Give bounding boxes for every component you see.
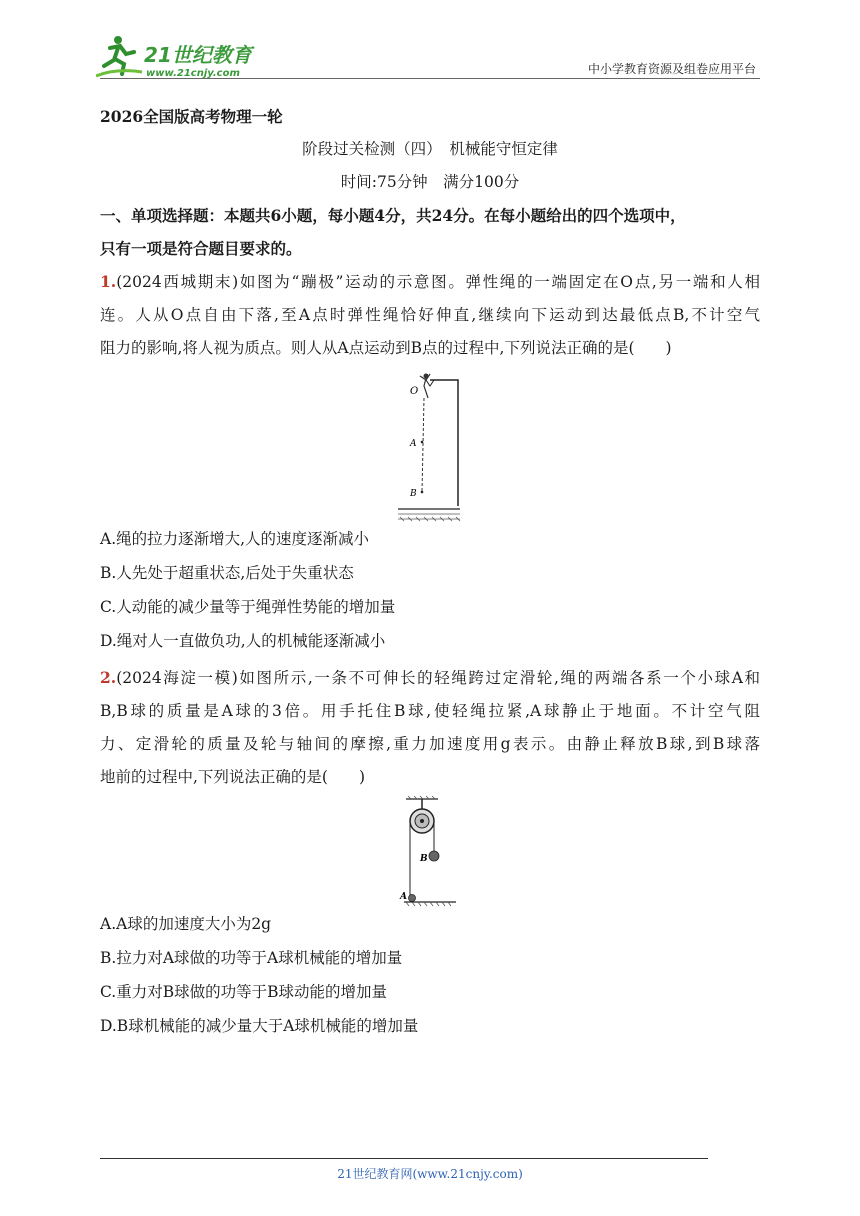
- footer-link[interactable]: 21世纪教育网(www.21cnjy.com): [337, 1167, 523, 1181]
- q1-number: 1.: [100, 272, 117, 291]
- label-a: A: [400, 892, 407, 902]
- platform-name: 中小学教育资源及组卷应用平台: [587, 62, 756, 76]
- q2-line: 地前的过程中,下列说法正确的是( ): [100, 768, 366, 786]
- svg-text:21世纪教育: 21世纪教育: [144, 43, 252, 67]
- section-heading-line1: 一、单项选择题：本题共6小题，每小题4分，共24分。在每小题给出的四个选项中，: [100, 206, 686, 225]
- bungee-figure: [396, 368, 466, 528]
- q1-option-b: B.人先处于超重状态,后处于失重状态: [100, 564, 354, 582]
- question-1: [100, 265, 760, 365]
- label-b: B: [410, 489, 417, 499]
- q2-line: 力、定滑轮的质量及轮与轴间的摩擦,重力加速度用g表示。由静止释放B球,到B球落: [100, 735, 760, 753]
- q2-option-d: D.B球机械能的减少量大于A球机械能的增加量: [100, 1017, 419, 1035]
- q1-line: 阻力的影响,将人视为质点。则人从A点运动到B点的过程中,下列说法正确的是( ): [100, 339, 672, 357]
- label-a: A: [410, 439, 417, 449]
- pulley-figure: [398, 795, 460, 907]
- q1-line: 连。人从O点自由下落,至A点时弹性绳恰好伸直,继续向下运动到达最低点B,不计空气: [100, 306, 760, 324]
- q1-option-c: C.人动能的减少量等于绳弹性势能的增加量: [100, 598, 396, 616]
- q2-option-a: A.A球的加速度大小为2g: [100, 915, 272, 933]
- document-body: [100, 100, 760, 265]
- q1-line: 1.(2024西城期末)如图为“蹦极”运动的示意图。弹性绳的一端固定在O点,另一端和人相: [100, 272, 760, 291]
- exam-meta: 时间:75分钟 满分100分: [340, 173, 520, 191]
- q1-option-a: A.绳的拉力逐渐增大,人的速度逐渐减小: [100, 530, 370, 548]
- series-title: 2026全国版高考物理一轮: [100, 107, 283, 126]
- q2-line: 2.(2024海淀一模)如图所示,一条不可伸长的轻绳跨过定滑轮,绳的两端各系一个小球A和: [100, 668, 760, 687]
- q2-number: 2.: [100, 668, 117, 687]
- question-2: [100, 661, 760, 794]
- footer-divider: [100, 1158, 708, 1159]
- q2-line: B,B球的质量是A球的3倍。用手托住B球,使轻绳拉紧,A球静止于地面。不计空气阻: [100, 702, 760, 720]
- q1-option-d: D.绳对人一直做负功,人的机械能逐渐减小: [100, 632, 386, 650]
- label-o: O: [410, 386, 419, 397]
- section-heading-line2: 只有一项是符合题目要求的。: [100, 239, 302, 258]
- page-header: [0, 0, 860, 90]
- header-divider: [100, 78, 760, 79]
- label-b: B: [420, 854, 428, 864]
- svg-text:www.21cnjy.com: www.21cnjy.com: [146, 68, 240, 79]
- runner-icon: [96, 36, 142, 76]
- logo: [96, 32, 266, 80]
- q2-option-c: C.重力对B球做的功等于B球动能的增加量: [100, 983, 388, 1001]
- q2-option-b: B.拉力对A球做的功等于A球机械能的增加量: [100, 949, 403, 967]
- exam-title: 阶段过关检测（四） 机械能守恒定律: [302, 140, 558, 158]
